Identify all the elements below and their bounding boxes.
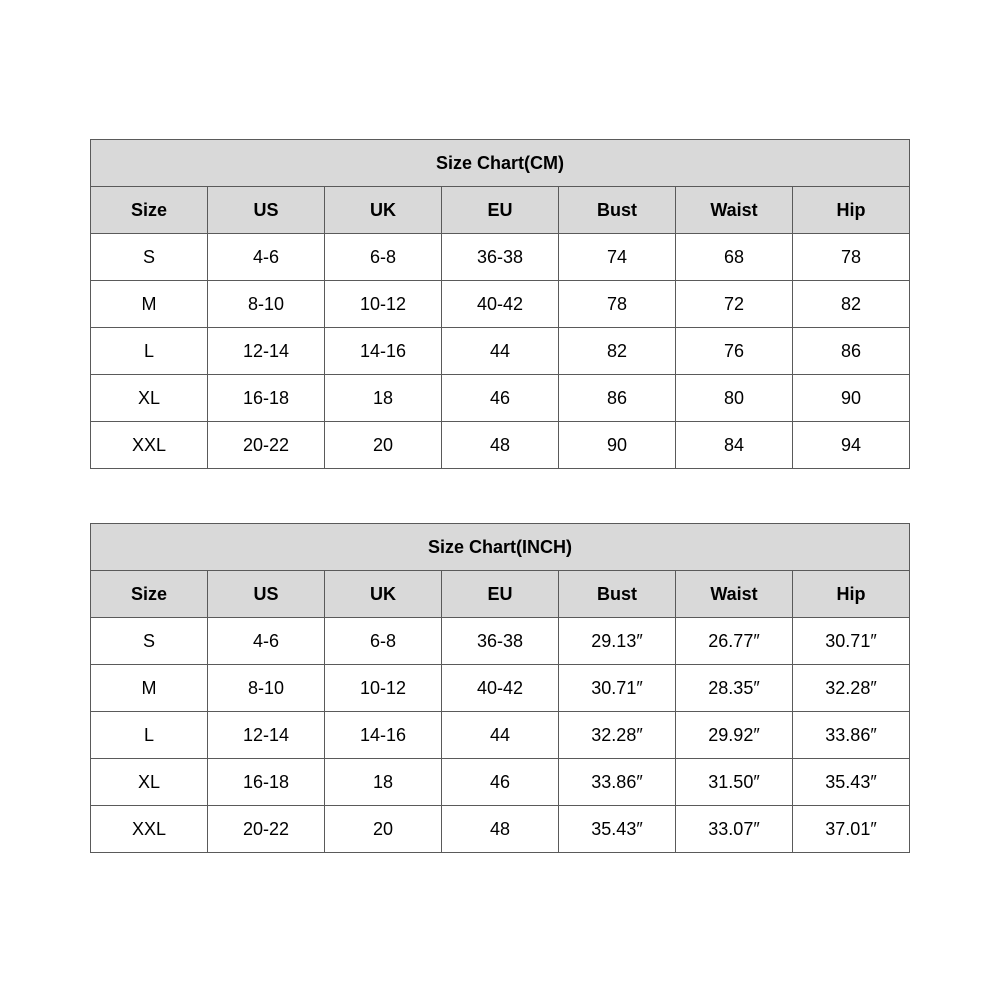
column-header-waist: Waist <box>676 571 793 618</box>
table-cell: 10-12 <box>325 665 442 712</box>
table-cell: 76 <box>676 328 793 375</box>
table-row <box>91 806 910 853</box>
table-header-row <box>91 571 910 618</box>
table-cell: 16-18 <box>208 375 325 422</box>
table-cell: 6-8 <box>325 234 442 281</box>
table-row <box>91 281 910 328</box>
column-header-size: Size <box>91 571 208 618</box>
table-row <box>91 422 910 469</box>
column-header-eu: EU <box>442 571 559 618</box>
table-cell: 78 <box>559 281 676 328</box>
table-row <box>91 375 910 422</box>
table-title: Size Chart(INCH) <box>91 524 910 571</box>
table-cell: 90 <box>793 375 910 422</box>
table-header-row <box>91 187 910 234</box>
table-cell: 84 <box>676 422 793 469</box>
size-chart-cm-table <box>90 139 910 469</box>
column-header-eu: EU <box>442 187 559 234</box>
table-cell: 20 <box>325 422 442 469</box>
table-cell: 32.28″ <box>793 665 910 712</box>
table-cell: 20 <box>325 806 442 853</box>
table-cell: 8-10 <box>208 665 325 712</box>
column-header-uk: UK <box>325 187 442 234</box>
table-cell: 4-6 <box>208 234 325 281</box>
table-cell: 94 <box>793 422 910 469</box>
table-cell: 14-16 <box>325 712 442 759</box>
table-cell: 16-18 <box>208 759 325 806</box>
table-cell: 12-14 <box>208 712 325 759</box>
column-header-us: US <box>208 571 325 618</box>
table-cell: XL <box>91 375 208 422</box>
table-cell: 20-22 <box>208 806 325 853</box>
column-header-bust: Bust <box>559 187 676 234</box>
table-cell: 6-8 <box>325 618 442 665</box>
table-cell: 37.01″ <box>793 806 910 853</box>
column-header-uk: UK <box>325 571 442 618</box>
table-cell: 78 <box>793 234 910 281</box>
table-cell: 44 <box>442 712 559 759</box>
table-cell: 31.50″ <box>676 759 793 806</box>
table-row <box>91 759 910 806</box>
table-cell: 33.86″ <box>793 712 910 759</box>
column-header-waist: Waist <box>676 187 793 234</box>
column-header-hip: Hip <box>793 571 910 618</box>
table-row <box>91 665 910 712</box>
column-header-hip: Hip <box>793 187 910 234</box>
table-cell: 4-6 <box>208 618 325 665</box>
table-cell: L <box>91 328 208 375</box>
table-cell: L <box>91 712 208 759</box>
table-title: Size Chart(CM) <box>91 140 910 187</box>
table-cell: 18 <box>325 759 442 806</box>
table-cell: 30.71″ <box>559 665 676 712</box>
table-cell: 18 <box>325 375 442 422</box>
table-cell: M <box>91 281 208 328</box>
table-row <box>91 618 910 665</box>
table-cell: 74 <box>559 234 676 281</box>
table-cell: 29.92″ <box>676 712 793 759</box>
table-cell: S <box>91 618 208 665</box>
table-cell: 33.86″ <box>559 759 676 806</box>
table-cell: 90 <box>559 422 676 469</box>
table-cell: XL <box>91 759 208 806</box>
table-cell: 82 <box>559 328 676 375</box>
table-cell: 40-42 <box>442 281 559 328</box>
table-cell: 28.35″ <box>676 665 793 712</box>
table-cell: 40-42 <box>442 665 559 712</box>
table-cell: S <box>91 234 208 281</box>
column-header-us: US <box>208 187 325 234</box>
table-cell: 35.43″ <box>793 759 910 806</box>
table-cell: 26.77″ <box>676 618 793 665</box>
table-row <box>91 712 910 759</box>
table-cell: XXL <box>91 806 208 853</box>
table-cell: 30.71″ <box>793 618 910 665</box>
table-cell: 48 <box>442 806 559 853</box>
table-cell: 12-14 <box>208 328 325 375</box>
table-cell: 86 <box>559 375 676 422</box>
table-cell: XXL <box>91 422 208 469</box>
table-title-row <box>91 140 910 187</box>
table-cell: 48 <box>442 422 559 469</box>
table-cell: 72 <box>676 281 793 328</box>
table-cell: 44 <box>442 328 559 375</box>
table-cell: 14-16 <box>325 328 442 375</box>
table-cell: 35.43″ <box>559 806 676 853</box>
table-cell: 80 <box>676 375 793 422</box>
table-cell: 82 <box>793 281 910 328</box>
table-cell: 29.13″ <box>559 618 676 665</box>
size-chart-inch-table <box>90 523 910 853</box>
table-cell: 32.28″ <box>559 712 676 759</box>
table-cell: 46 <box>442 375 559 422</box>
table-cell: 86 <box>793 328 910 375</box>
table-cell: 68 <box>676 234 793 281</box>
table-title-row <box>91 524 910 571</box>
table-cell: 8-10 <box>208 281 325 328</box>
table-row <box>91 328 910 375</box>
table-cell: 36-38 <box>442 234 559 281</box>
table-cell: 33.07″ <box>676 806 793 853</box>
table-cell: 36-38 <box>442 618 559 665</box>
table-row <box>91 234 910 281</box>
table-cell: 46 <box>442 759 559 806</box>
table-cell: M <box>91 665 208 712</box>
table-cell: 10-12 <box>325 281 442 328</box>
column-header-size: Size <box>91 187 208 234</box>
column-header-bust: Bust <box>559 571 676 618</box>
table-cell: 20-22 <box>208 422 325 469</box>
